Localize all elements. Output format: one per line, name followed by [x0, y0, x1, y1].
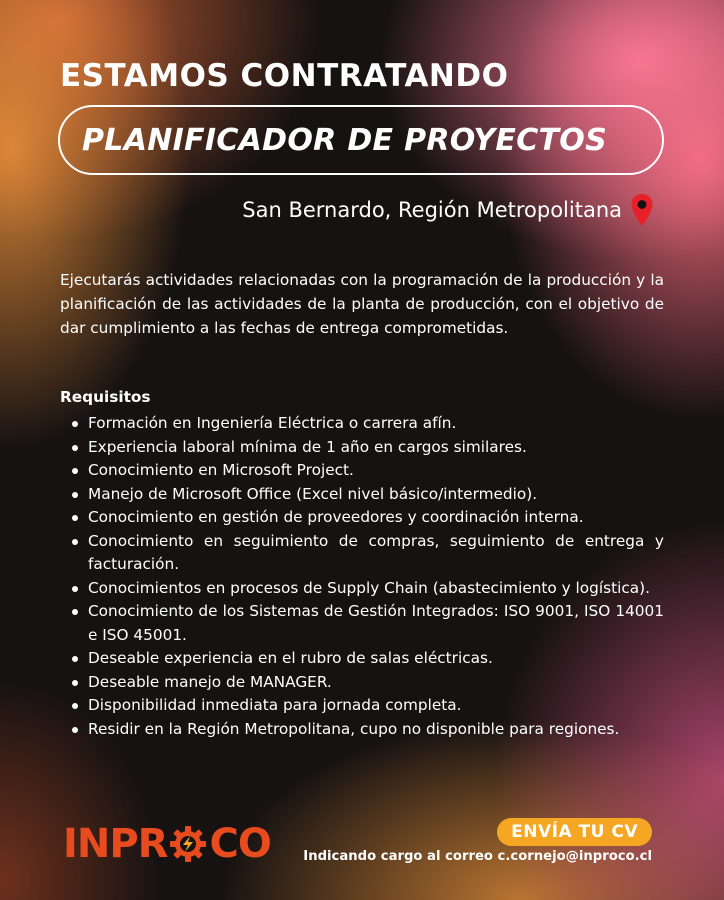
headline: ESTAMOS CONTRATANDO: [60, 58, 509, 94]
inproco-logo: [63, 818, 271, 870]
gear-icon: [168, 824, 208, 864]
requirement-item: Deseable experiencia en el rubro de salas eléctricas.: [60, 647, 664, 671]
requirement-item: Experiencia laboral mínima de 1 año en cargos similares.: [60, 436, 664, 460]
requirements-list: [60, 412, 664, 741]
send-cv-badge: ENVÍA TU CV: [497, 818, 652, 846]
cta-instruction: Indicando cargo al correo c.cornejo@inproco.cl: [303, 849, 652, 864]
job-title-pill: [58, 105, 664, 175]
requirements-title: Requisitos: [60, 388, 151, 406]
map-pin-icon: [630, 193, 654, 227]
requirement-item: Conocimiento en seguimiento de compras, seguimiento de entrega y facturación.: [60, 530, 664, 577]
requirement-item: Conocimiento de los Sistemas de Gestión Integrados: ISO 9001, ISO 14001 e ISO 45001.: [60, 600, 664, 647]
location-text: San Bernardo, Región Metropolitana: [242, 198, 622, 222]
requirement-item: Conocimiento en Microsoft Project.: [60, 459, 664, 483]
job-description: Ejecutarás actividades relacionadas con la programación de la producción y la planificación de las actividades de la planta de producción, con el objetivo de dar cumplimiento a las fechas de entrega comprometidas.: [60, 271, 664, 337]
requirement-item: Conocimientos en procesos de Supply Chain (abastecimiento y logística).: [60, 577, 664, 601]
requirement-item: Formación en Ingeniería Eléctrica o carrera afín.: [60, 412, 664, 436]
location: [242, 193, 654, 227]
requirement-item: Conocimiento en gestión de proveedores y coordinación interna.: [60, 506, 664, 530]
requirement-item: Manejo de Microsoft Office (Excel nivel básico/intermedio).: [60, 483, 664, 507]
requirement-item: Disponibilidad inmediata para jornada completa.: [60, 694, 664, 718]
requirement-item: Deseable manejo de MANAGER.: [60, 671, 664, 695]
requirement-item: Residir en la Región Metropolitana, cupo no disponible para regiones.: [60, 718, 664, 742]
job-title: PLANIFICADOR DE PROYECTOS: [82, 122, 607, 158]
logo-text-left: INPR: [63, 821, 168, 867]
logo-text-right: CO: [209, 821, 271, 867]
